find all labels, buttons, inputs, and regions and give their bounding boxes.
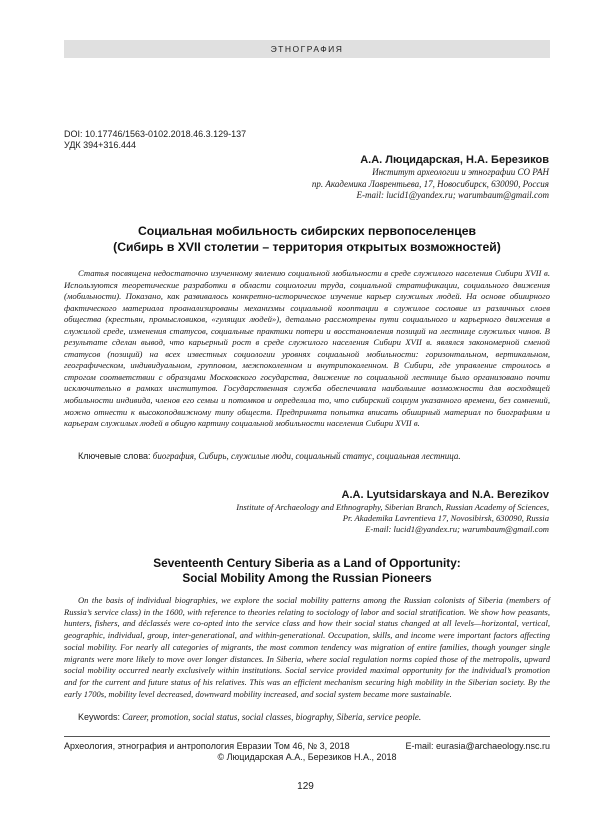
en-keywords-list: Career, promotion, social status, social classes, biography, Siberia, service people. <box>122 712 422 722</box>
ru-authors-block <box>312 153 549 202</box>
ru-title-line: (Сибирь в XVII столетии – территория открытых возможностей) <box>113 240 501 254</box>
ru-author-names: А.А. Люцидарская, Н.А. Березиков <box>360 154 549 166</box>
ru-title-line: Социальная мобильность сибирских первопоселенцев <box>137 224 477 238</box>
en-authors-block <box>236 488 549 535</box>
copyright: © Люцидарская А.А., Березиков Н.А., 2018 <box>217 752 397 762</box>
ru-address-line: пр. Академика Лаврентьева, 17, Новосибирск, 630090, Россия <box>311 178 549 189</box>
ru-affiliation-line: Институт археологии и этнографии СО РАН <box>372 167 549 177</box>
footer-divider <box>64 736 550 737</box>
en-author-names: A.A. Lyutsidarskaya and N.A. Berezikov <box>341 489 549 501</box>
ru-keywords <box>78 451 548 462</box>
en-title-line: Social Mobility Among the Russian Pioneers <box>182 571 432 585</box>
footer-journal-row <box>64 741 550 752</box>
section-label: ЭТНОГРАФИЯ <box>270 44 344 54</box>
en-affiliation-line: Institute of Archaeology and Ethnography, Siberian Branch, Russian Academy of Sciences, <box>236 502 549 512</box>
en-abstract: On the basis of individual biographies, we explore the social mobility patterns among the Russian colonists of Siberia (members of Russia’s service class) in the 1600, with reference to theories relating to sociology of labor and social stratification. We show how peasants, hunters, fishers, and déclassés were co-opted into the service class and how their social status changed at all levels—horizontal, vertical, geographic, individual, group, inter-generational, and within-generational. Occupation, skills, and income were important factors affecting social mobility. For nearly all categories of migrants, the most common tendency was migration of entire families, though younger single migrants were more likely to move over longer distances. In Siberia, where social regulation norms copied those of the metropolis, upward social mobility occurred nearly exclusively within institutions. Social service provided maximal opportunity for the individual’s promotion and for the current and future status of his relatives. This was an efficient mechanism securing high mobility in the Siberian society. By the early 1700s, mobility level decreased, downward mobility increased, and social system became more sustainable. <box>64 595 550 699</box>
ru-title <box>64 223 550 255</box>
en-email-line: E-mail: lucid1@yandex.ru; warumbaum@gmail.com <box>365 524 549 534</box>
page-number: 129 <box>297 781 314 792</box>
en-keywords <box>78 712 548 723</box>
journal-email: E-mail: eurasia@archaeology.nsc.ru <box>405 741 550 751</box>
ru-email-line: E-mail: lucid1@yandex.ru; warumbaum@gmail.com <box>356 190 549 200</box>
udc: УДК 394+316.444 <box>64 140 136 150</box>
ru-abstract: Статья посвящена недостаточно изученному явлению социальной мобильности в среде служилого населения Сибири XVII в. Используются теоретические разработки в области социологии труда, социальной стратификации, социального движения (мобильности). Показано, как развивалось конкретно-историческое изучение карьер служилых людей. На основе обширного фактического материала проанализированы механизмы социальной кооптации в служилое сословие из различных слоев общества (крестьян, промысловиков, «гулящих людей»), детально рассмотрены пути социального и карьерного движения в служилой среде, изменения статусов, социальные практики потери и восстановления позиций на лестнице служилых чинов. В результате сделан вывод, что карьерный рост в среде служилого населения Сибири XVII в. являлся закономерной сменой статусов (позиций) на всех известных социологии уровнях социальной мобильности: горизонтальном, вертикальном, географическом, индивидуальном, групповом, межпоколенном и внутрипоколенном. В Сибири, где управление строилось в строгом соответствии с образцами Московского государства, движение по социальной лестнице было организовано почти исключительно в рамках институтов. Государственная служба обеспечивала наибольшие возможности для восходящей мобильности индивида, членов его семьи и потомков и определила то, что сибирский социум указанного времени, без сомнений, можно отнести к высокоподвижному типу обществ. Предпринята попытка вписать обширный материал по биографиям и карьерам служилых людей в общую картину социальной мобильности населения Сибири XVII в. <box>64 268 550 429</box>
journal-info: Археология, этнография и антропология Евразии Том 46, № 3, 2018 <box>64 741 350 751</box>
ru-keywords-label: Ключевые слова: <box>78 451 151 461</box>
ru-keywords-list: биография, Сибирь, служилые люди, социальный статус, социальная лестница. <box>152 451 461 461</box>
section-header <box>64 40 550 58</box>
en-keywords-label: Keywords: <box>78 712 121 722</box>
en-title <box>64 556 550 586</box>
en-title-line: Seventeenth Century Siberia as a Land of Opportunity: <box>153 556 461 570</box>
doi: DOI: 10.17746/1563-0102.2018.46.3.129-137 <box>64 129 247 139</box>
en-address-line: Pr. Akademika Lavrentieva 17, Novosibirsk, 630090, Russia <box>342 513 549 523</box>
